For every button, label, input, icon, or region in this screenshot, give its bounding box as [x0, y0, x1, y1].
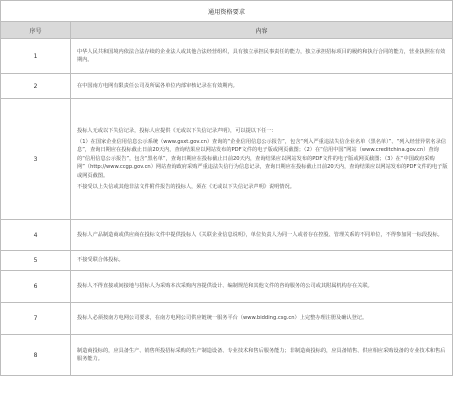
row-content — [71, 39, 453, 74]
row-text: （1）在国家企业信用信息公示系统（www.gsxt.gov.cn）查询的“企业信用信息公示报告”，包含“列入严重违法失信企业名单（黑名单）”、“列入经营异常名录信息”，查询日期应在投标截止日前20天内，查询结果应以网站发布的PDF文件的电子版或网页截图；（2）在“信用中国”网站（www.creditchina.gov.cn）查询的“信用信息公示报告”，包含“黑名单”，查询日期应在投标截止日前20天内，查询结果应以网站发布的PDF文件的电子版或网页截图；（3）在“中国政府采购网”（http://www.ccgp.gov.cn）网站查询政府采购严重违法失信行为信息记录，查询日期应在投标截止日前20天内，查询结果应以网站发布的PDF文件的电子版或网页截图。 — [77, 138, 448, 179]
row-text: 投标人产品制造商或供应商在投标文件中提供投标人《关联企业信息说明》，单位负责人为同一人或者存在控股、管理关系的不同单位，不得参加同一标段投标。 — [77, 231, 443, 238]
table-row — [1, 99, 453, 220]
row-text: 投标人无或以下失信记录，投标人应提供《无或以下失信记录声明》，可以提以下任一： — [77, 127, 277, 134]
row-number: 5 — [1, 251, 71, 271]
row-text: 不接受以上失信或其他非法文件附件报告的投标人，须在《无或以下失信记录声明》说明情况。 — [77, 184, 295, 191]
table-row — [1, 251, 453, 271]
row-text: 投标人不得直接或间接地与招标人为采购本次采购内容提供设计、编制规范和其他文件的咨询服务的公司或其附属机构存在关联。 — [77, 283, 373, 290]
row-number: 8 — [1, 335, 71, 376]
row-text: 投标人必须按南方电网公司要求，在南方电网公司供应链统一服务平台（www.bidding.csg.cn）上完整办理注册及确认登记。 — [77, 315, 368, 322]
header-content: 内容 — [71, 22, 453, 39]
table-title-row — [1, 1, 453, 22]
row-number: 6 — [1, 271, 71, 303]
row-content — [71, 74, 453, 99]
row-number: 7 — [1, 303, 71, 335]
row-number: 3 — [1, 99, 71, 220]
table-header-row — [1, 22, 453, 39]
row-content — [71, 220, 453, 251]
row-content — [71, 271, 453, 303]
header-num: 序号 — [1, 22, 71, 39]
row-text: 中华人民共和国境内依法合法存续的企业法人或其他合法经营组织，具有独立承担民事责任的能力，独立承担招标项目的履约和执行合同的能力，营业执照在有效期内。 — [77, 48, 446, 63]
table-row — [1, 39, 453, 74]
row-text: 制造商投标的，应具备生产、销售所投招标采购的生产制造设备、专业技术和售后服务能力；非制造商投标的，应具备销售、供应相应采购设备的专业技术和售后服务能力。 — [77, 347, 446, 362]
row-text: 不接受联合体投标。 — [77, 257, 124, 264]
table-row — [1, 335, 453, 376]
row-content — [71, 251, 453, 271]
row-number: 2 — [1, 74, 71, 99]
table-row — [1, 303, 453, 335]
row-content — [71, 335, 453, 376]
table-row — [1, 271, 453, 303]
row-number: 1 — [1, 39, 71, 74]
row-content — [71, 99, 453, 220]
row-content — [71, 303, 453, 335]
row-text: 在中国南方电网有限责任公司及所属各单位内部审核记录在有效期内。 — [77, 82, 238, 89]
row-number: 4 — [1, 220, 71, 251]
table-title: 通用资格要求 — [1, 1, 453, 22]
table-row — [1, 220, 453, 251]
table-row — [1, 74, 453, 99]
